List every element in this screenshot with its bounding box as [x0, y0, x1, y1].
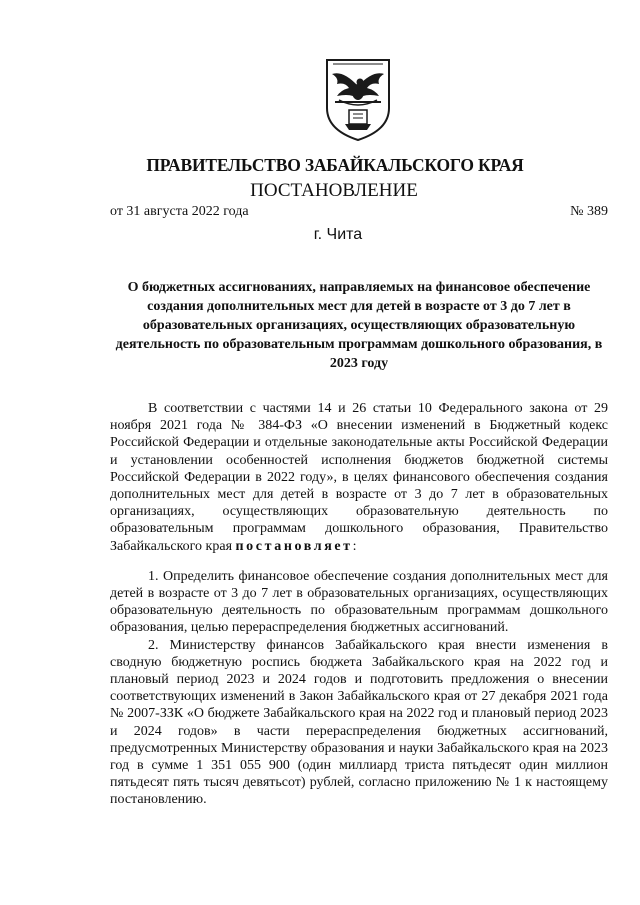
item-1-paragraph: 1. Определить финансовое обеспечение создания дополнительных мест для детей в возрасте от 3 до 7 лет в образовательных организациях, осуществляющих образовательную деятельность по образовательным программам дошкольного образования, целью перераспределения бюджетных ассигнований. — [110, 568, 608, 636]
document-subject: О бюджетных ассигнованиях, направляемых на финансовое обеспечение создания дополнительных мест для детей в возрасте от 3 до 7 лет в образовательных организациях, осуществляющих образовательную деятельность по образовательным программам дошкольного образования, в 2023 году — [115, 280, 603, 371]
document-number: № 389 — [570, 204, 608, 219]
document-date: от 31 августа 2022 года — [110, 204, 249, 219]
government-title: ПРАВИТЕЛЬСТВО ЗАБАЙКАЛЬСКОГО КРАЯ — [146, 155, 524, 175]
item-2-paragraph: 2. Министерству финансов Забайкальского края внести изменения в сводную бюджетную роспись бюджета Забайкальского края на 2022 год и плановый период 2023 и 2024 годов и подготовить предложения о внесении соответствующих изменений в Закон Забайкальского края от 27 декабря 2021 года № 2007-ЗЗК «О бюджете Забайкальского края на 2022 год и плановый период 2023 и 2024 годов» в части перераспределения бюджетных ассигнований, предусмотренных Министерству образования и науки Забайкальского края на 2023 год в сумме 1 351 055 900 (один миллиард триста пятьдесят один миллион пятьдесят пять тысяч девятьсот) рублей, согласно приложению № 1 к настоящему постановлению. — [110, 637, 608, 808]
document-type: ПОСТАНОВЛЕНИЕ — [250, 180, 418, 201]
preamble-text: В соответствии с частями 14 и 26 статьи 10 Федерального закона от 29 ноября 2021 года № 384-ФЗ «О внесении изменений в Бюджетный кодекс Российской Федерации и отдельные законодательные акты Российской Федерации и установлении особенностей исполнения бюджетов бюджетной системы Российской Федерации в 2022 году», в целях финансового обеспечения создания дополнительных мест для детей в возрасте от 3 до 7 лет в образовательных организациях, осуществляющих образовательную деятельность по образовательным программам дошкольного образования, Правительство Забайкальского края — [110, 401, 608, 554]
document-body — [110, 400, 608, 809]
resolves-colon: : — [352, 538, 357, 554]
coat-of-arms-emblem — [319, 56, 397, 142]
document-city: г. Чита — [313, 226, 363, 243]
preamble-paragraph — [110, 400, 608, 555]
resolves-word: постановляет — [235, 538, 353, 554]
